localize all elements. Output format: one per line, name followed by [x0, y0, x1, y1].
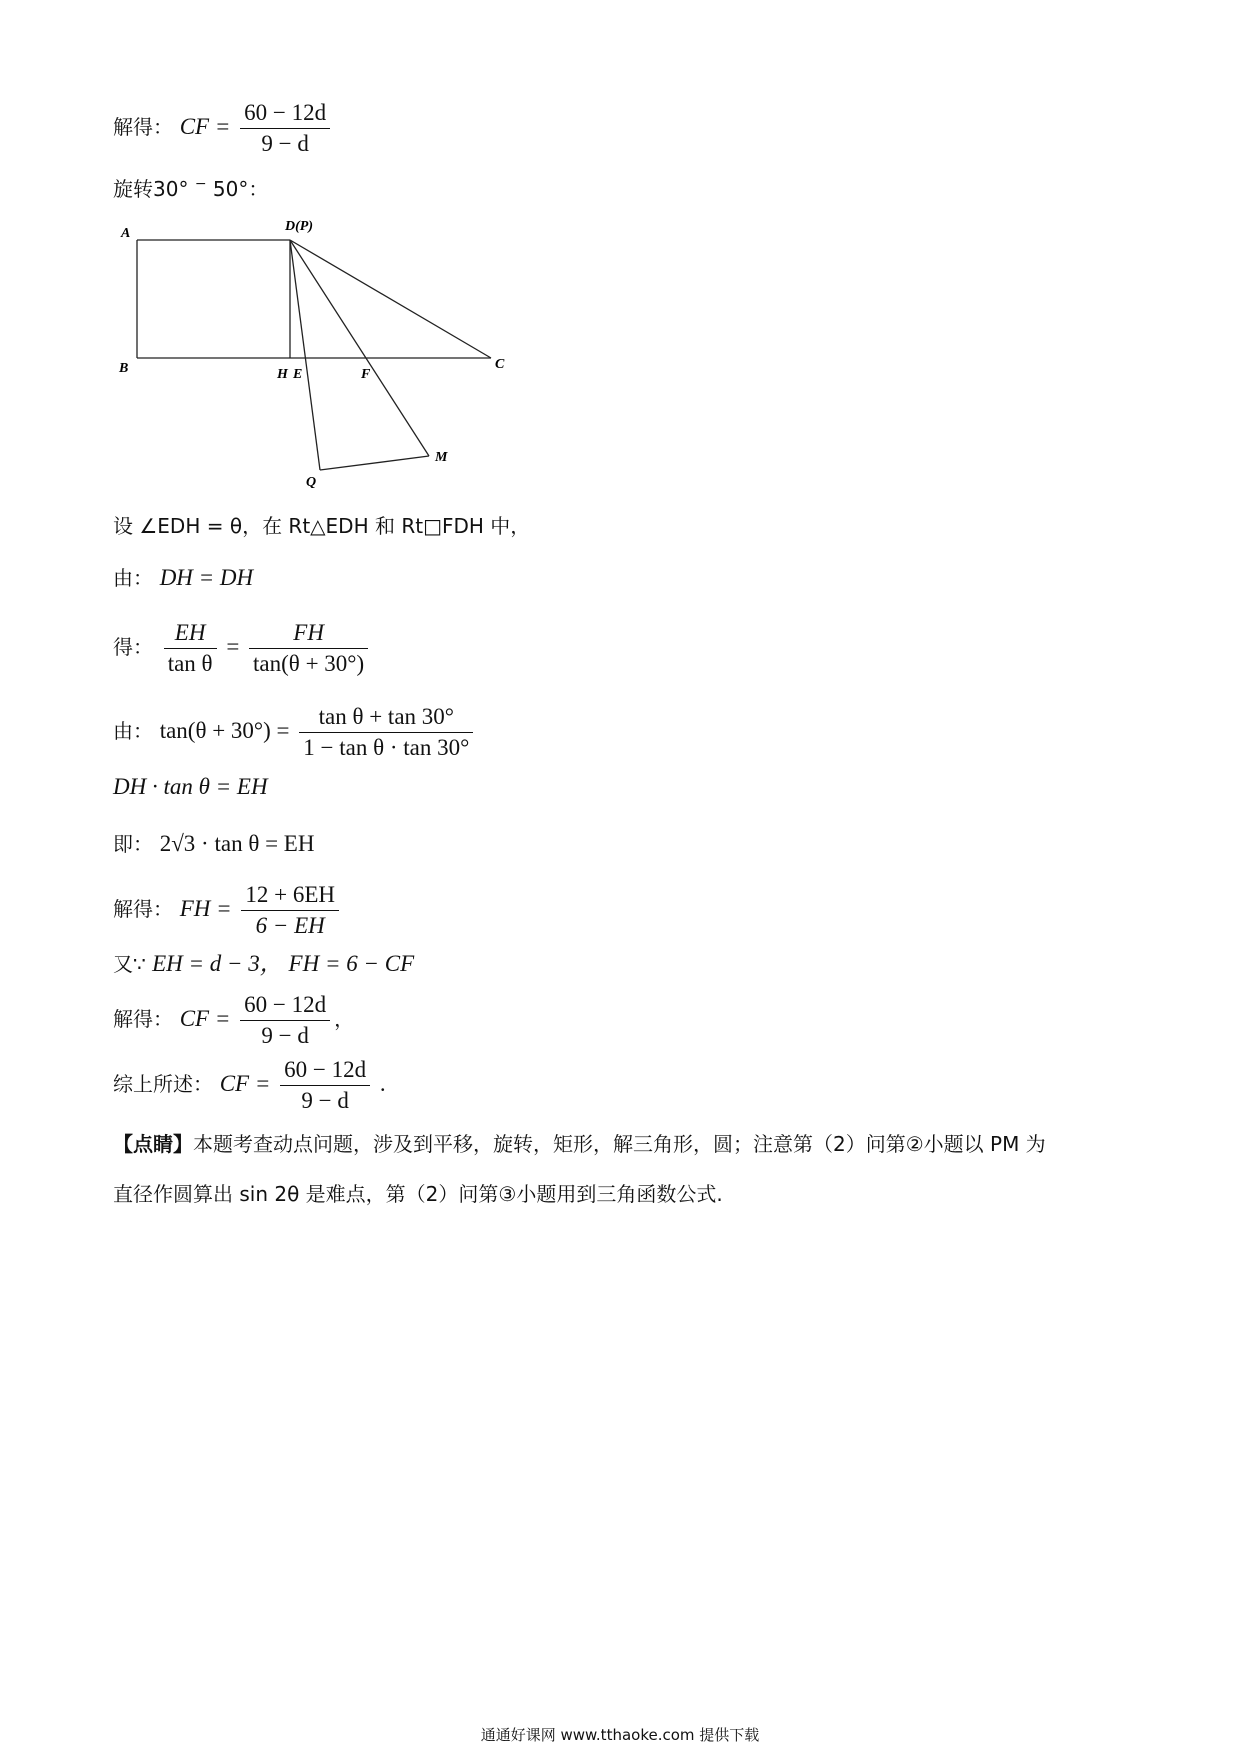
segment-dc [290, 240, 491, 358]
label-f: F [361, 367, 371, 382]
label-since: 由： [113, 719, 153, 743]
fraction [299, 702, 473, 763]
setup-line [113, 512, 530, 540]
note-text-2: 直径作圆算出 sin 2θ 是难点，第（2）问第③小题用到三角函数公式. [113, 1182, 723, 1206]
solve-fh-line [113, 880, 343, 941]
equation-dh: DH = DH [159, 565, 254, 590]
denominator: 9 − d [301, 1088, 349, 1113]
numerator: 60 − 12d [240, 98, 330, 129]
fraction [280, 1055, 370, 1116]
label-a: A [121, 226, 131, 241]
numerator: tan θ + tan 30° [299, 702, 473, 733]
segment-qm [320, 456, 429, 470]
suffix: . [374, 1071, 386, 1096]
label-solve: 解得： [113, 897, 173, 921]
rotation-text: 旋转30° [113, 177, 195, 201]
denominator: 1 − tan θ · tan 30° [303, 735, 470, 760]
label-get: 得： [113, 635, 153, 659]
fraction-fh [249, 618, 368, 679]
rotation-sup: − [194, 176, 207, 192]
tan-addition-line [113, 702, 477, 763]
fraction [240, 990, 330, 1051]
equation: DH · tan θ = EH [113, 774, 268, 799]
formula-lhs: tan(θ + 30°) = [159, 718, 296, 743]
numerator: EH [164, 618, 217, 649]
since-line [113, 564, 253, 592]
formula-lhs: CF = [219, 1071, 277, 1096]
note-paragraph-line-2 [113, 1180, 723, 1208]
dh-tan-line [113, 773, 268, 801]
fraction [241, 880, 339, 941]
page-footer: 通通好课网 www.tthaoke.com 提供下载 [480, 1726, 760, 1744]
segment-dq [290, 240, 320, 470]
label-since: 由： [113, 566, 153, 590]
denominator: tan(θ + 30°) [253, 651, 365, 676]
numerator: 60 − 12d [280, 1055, 370, 1086]
rotation-text-2: 50°： [206, 177, 269, 201]
label-solve: 解得： [113, 115, 173, 139]
equation: EH = d − 3， FH = 6 − CF [152, 951, 415, 976]
rotation-heading [113, 170, 268, 203]
numerator: 60 − 12d [240, 990, 330, 1021]
numerator: FH [249, 618, 368, 649]
label-m: M [435, 450, 448, 465]
setup-text: 设 ∠EDH = θ，在 Rt△EDH 和 Rt□FDH 中， [113, 514, 531, 538]
label-b: B [119, 361, 129, 376]
label-q: Q [306, 475, 317, 488]
formula-lhs: CF = [179, 114, 237, 139]
geometry-figure [113, 218, 533, 488]
note-text-1: 本题考查动点问题，涉及到平移，旋转，矩形，解三角形，圆；注意第（2）问第②小题以 PM 为 [193, 1132, 1046, 1156]
numerator: 12 + 6EH [241, 880, 339, 911]
denominator: tan θ [167, 651, 213, 676]
label-c: C [495, 357, 505, 372]
formula-lhs: FH = [179, 896, 238, 921]
segment-dm [290, 240, 429, 456]
summary-line [113, 1055, 386, 1116]
result-line-2 [113, 990, 354, 1051]
result-line-1 [113, 98, 334, 159]
denominator: 6 − EH [255, 913, 325, 938]
label-d: D(P) [285, 219, 313, 234]
fraction-eh [164, 618, 217, 679]
label-summary: 综上所述： [113, 1072, 213, 1096]
equals: = [220, 634, 246, 659]
denominator: 9 − d [261, 131, 309, 156]
fraction [240, 98, 330, 159]
denominator: 9 − d [261, 1023, 309, 1048]
label-e: E [293, 367, 303, 382]
note-paragraph-line-1 [113, 1130, 1046, 1158]
equation: 2√3 · tan θ = EH [159, 831, 315, 856]
that-is-line [113, 830, 314, 858]
suffix: ， [334, 1007, 355, 1031]
note-tag: 【点睛】 [113, 1132, 193, 1156]
formula-lhs: CF = [179, 1006, 237, 1031]
ratio-line [113, 618, 372, 679]
also-line [113, 950, 414, 978]
label-h: H [277, 367, 288, 382]
label-that-is: 即： [113, 832, 153, 856]
label-solve: 解得： [113, 1007, 173, 1031]
label-also: 又∵ [113, 952, 153, 976]
